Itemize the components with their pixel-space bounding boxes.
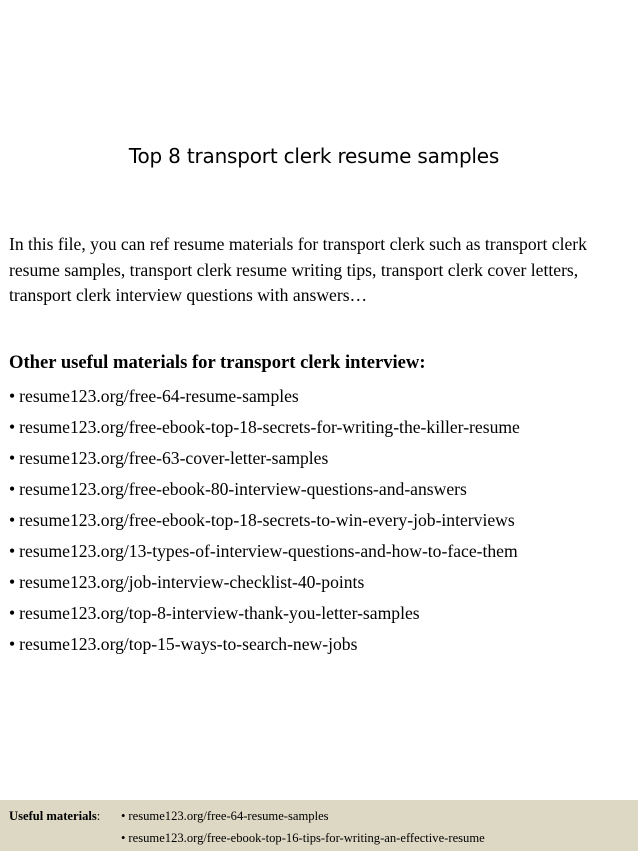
materials-link-list xyxy=(9,381,635,660)
bullet-icon: • xyxy=(9,510,16,530)
footer-link-text: resume123.org/free-ebook-top-16-tips-for-writing-an-effective-resume xyxy=(128,831,485,845)
bullet-icon: • xyxy=(9,448,16,468)
footer-label-colon: : xyxy=(96,809,101,823)
bullet-icon: • xyxy=(9,603,16,623)
list-item xyxy=(9,505,635,536)
resource-link[interactable]: resume123.org/free-64-resume-samples xyxy=(19,386,299,406)
resource-link[interactable]: resume123.org/top-15-ways-to-search-new-jobs xyxy=(19,634,358,654)
bullet-icon: • xyxy=(9,386,16,406)
list-item xyxy=(9,443,635,474)
bullet-icon: • xyxy=(9,572,16,592)
resource-link[interactable]: resume123.org/13-types-of-interview-questions-and-how-to-face-them xyxy=(19,541,518,561)
list-item xyxy=(9,381,635,412)
resource-link[interactable]: resume123.org/free-63-cover-letter-samples xyxy=(19,448,329,468)
bullet-icon: • xyxy=(9,541,16,561)
footer-label-text: Useful materials xyxy=(9,809,97,823)
list-item xyxy=(9,536,635,567)
resource-link[interactable]: resume123.org/top-8-interview-thank-you-letter-samples xyxy=(19,603,420,623)
footer-link-text: resume123.org/free-64-resume-samples xyxy=(128,809,329,823)
intro-paragraph: In this file, you can ref resume materials for transport clerk such as transport clerk resume samples, transport clerk resume writing tips, transport clerk cover letters, transport clerk interview questions with answers… xyxy=(9,234,587,305)
footer-link[interactable] xyxy=(121,805,329,827)
materials-heading: Other useful materials for transport clerk interview: xyxy=(9,352,426,373)
bullet-icon: • xyxy=(9,634,16,654)
bullet-icon: • xyxy=(9,479,16,499)
footer-label xyxy=(9,805,121,827)
list-item xyxy=(9,474,635,505)
footer-row xyxy=(9,827,638,849)
bullet-icon: • xyxy=(121,809,126,823)
list-item xyxy=(9,598,635,629)
list-item xyxy=(9,412,635,443)
resource-link[interactable]: resume123.org/job-interview-checklist-40-points xyxy=(19,572,365,592)
footer-row xyxy=(9,805,638,827)
footer-bar xyxy=(0,800,638,851)
bullet-icon: • xyxy=(121,831,126,845)
resource-link[interactable]: resume123.org/free-ebook-top-18-secrets-to-win-every-job-interviews xyxy=(19,510,515,530)
list-item xyxy=(9,567,635,598)
resource-link[interactable]: resume123.org/free-ebook-80-interview-questions-and-answers xyxy=(19,479,467,499)
bullet-icon: • xyxy=(9,417,16,437)
page-title: Top 8 transport clerk resume samples xyxy=(128,144,500,168)
footer-link[interactable] xyxy=(121,827,485,849)
footer-spacer xyxy=(9,827,121,849)
resource-link[interactable]: resume123.org/free-ebook-top-18-secrets-for-writing-the-killer-resume xyxy=(19,417,520,437)
list-item xyxy=(9,629,635,660)
